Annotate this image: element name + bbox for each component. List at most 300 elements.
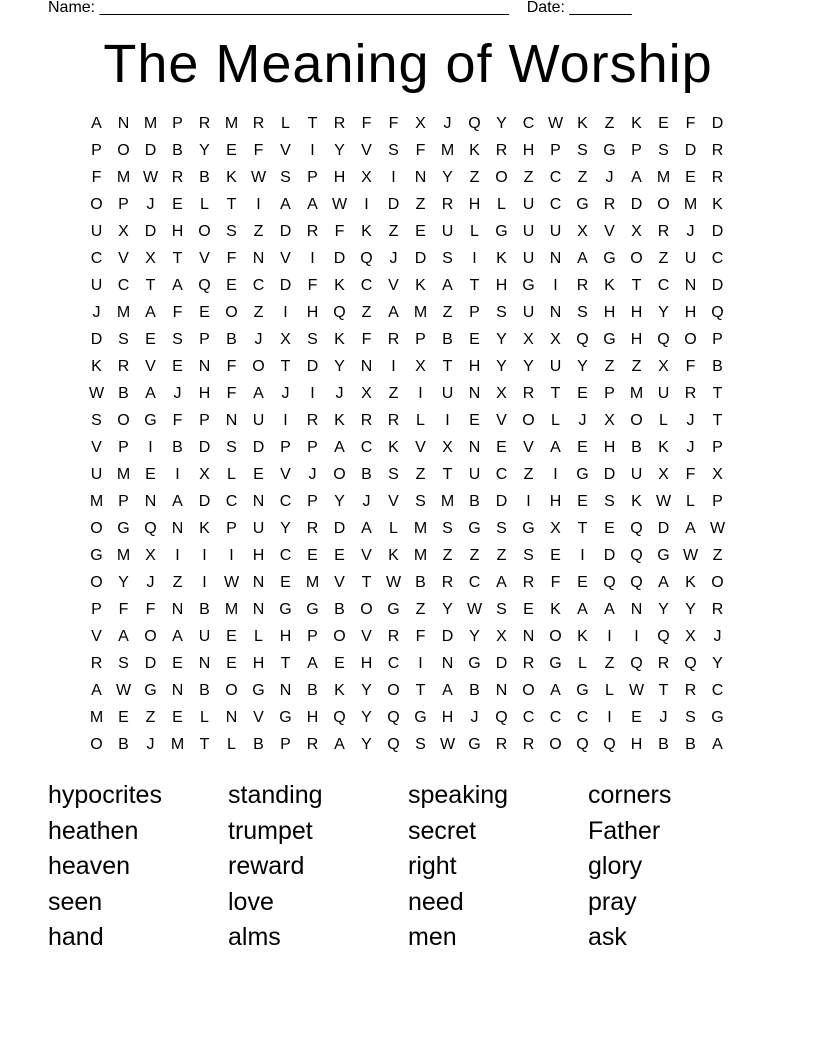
grid-letter[interactable]: G (252, 682, 265, 699)
grid-letter[interactable]: Y (361, 709, 372, 726)
grid-letter[interactable]: V (145, 358, 156, 375)
grid-letter[interactable]: R (711, 601, 724, 618)
grid-letter[interactable]: K (577, 115, 588, 132)
grid-letter[interactable]: O (657, 196, 670, 213)
grid-letter[interactable]: O (90, 736, 103, 753)
grid-letter[interactable]: S (388, 142, 399, 159)
grid-letter[interactable]: H (198, 385, 211, 402)
grid-letter[interactable]: D (144, 655, 157, 672)
grid-letter[interactable]: O (117, 412, 130, 429)
grid-letter[interactable]: O (333, 628, 346, 645)
grid-letter[interactable]: Q (657, 331, 670, 348)
grid-letter[interactable]: P (91, 601, 102, 618)
grid-letter[interactable]: M (305, 574, 320, 591)
grid-letter[interactable]: X (712, 466, 723, 483)
grid-letter[interactable]: F (361, 331, 372, 348)
grid-letter[interactable]: Z (469, 547, 480, 564)
grid-letter[interactable]: K (631, 493, 642, 510)
grid-letter[interactable]: V (361, 628, 372, 645)
grid-letter[interactable]: A (658, 574, 669, 591)
grid-letter[interactable]: A (577, 601, 588, 618)
grid-letter[interactable]: I (472, 250, 477, 267)
grid-letter[interactable]: C (576, 709, 589, 726)
grid-letter[interactable]: S (280, 169, 291, 186)
grid-letter[interactable]: B (469, 682, 480, 699)
grid-letter[interactable]: P (712, 439, 723, 456)
grid-letter[interactable]: S (496, 601, 507, 618)
grid-letter[interactable]: D (387, 196, 400, 213)
grid-letter[interactable]: Q (576, 736, 589, 753)
grid-letter[interactable]: B (361, 466, 372, 483)
grid-letter[interactable]: I (310, 385, 315, 402)
grid-letter[interactable]: I (364, 196, 369, 213)
grid-letter[interactable]: P (280, 439, 291, 456)
grid-letter[interactable]: X (496, 385, 507, 402)
grid-letter[interactable]: T (577, 520, 588, 537)
grid-letter[interactable]: C (522, 115, 535, 132)
grid-letter[interactable]: U (522, 304, 535, 321)
grid-letter[interactable]: C (468, 574, 481, 591)
grid-letter[interactable]: N (198, 655, 211, 672)
grid-letter[interactable]: Z (442, 304, 453, 321)
grid-letter[interactable]: I (553, 466, 558, 483)
grid-letter[interactable]: T (442, 358, 453, 375)
grid-letter[interactable]: E (658, 115, 669, 132)
grid-letter[interactable]: I (391, 358, 396, 375)
grid-letter[interactable]: E (577, 574, 588, 591)
grid-letter[interactable]: W (547, 115, 564, 132)
grid-letter[interactable]: E (172, 196, 183, 213)
grid-letter[interactable]: L (578, 655, 587, 672)
grid-letter[interactable]: R (684, 385, 697, 402)
grid-letter[interactable]: W (439, 736, 456, 753)
grid-letter[interactable]: G (117, 520, 130, 537)
grid-letter[interactable]: N (252, 601, 265, 618)
grid-letter[interactable]: Y (523, 358, 534, 375)
grid-letter[interactable]: P (91, 142, 102, 159)
grid-letter[interactable]: L (227, 736, 236, 753)
grid-letter[interactable]: W (250, 169, 267, 186)
grid-letter[interactable]: C (360, 439, 373, 456)
grid-letter[interactable]: I (310, 250, 315, 267)
grid-letter[interactable]: I (445, 412, 450, 429)
grid-letter[interactable]: B (199, 601, 210, 618)
grid-letter[interactable]: S (91, 412, 102, 429)
grid-letter[interactable]: T (550, 385, 561, 402)
grid-letter[interactable]: S (523, 547, 534, 564)
grid-letter[interactable]: Z (415, 601, 426, 618)
grid-letter[interactable]: A (145, 304, 156, 321)
grid-letter[interactable]: E (145, 331, 156, 348)
grid-letter[interactable]: N (414, 169, 427, 186)
grid-letter[interactable]: D (144, 142, 157, 159)
grid-letter[interactable]: Y (334, 358, 345, 375)
grid-letter[interactable]: A (91, 682, 102, 699)
grid-letter[interactable]: A (307, 196, 318, 213)
grid-letter[interactable]: R (441, 574, 454, 591)
grid-letter[interactable]: G (522, 520, 535, 537)
grid-letter[interactable]: K (361, 223, 372, 240)
grid-letter[interactable]: Q (333, 304, 346, 321)
grid-letter[interactable]: G (657, 547, 670, 564)
grid-letter[interactable]: N (468, 385, 481, 402)
grid-letter[interactable]: B (685, 736, 696, 753)
grid-letter[interactable]: Y (685, 601, 696, 618)
grid-letter[interactable]: Y (199, 142, 210, 159)
grid-letter[interactable]: H (630, 736, 643, 753)
grid-letter[interactable]: J (254, 331, 263, 348)
grid-letter[interactable]: Z (172, 574, 183, 591)
grid-letter[interactable]: B (631, 439, 642, 456)
grid-letter[interactable]: R (306, 736, 319, 753)
grid-letter[interactable]: Z (361, 304, 372, 321)
grid-letter[interactable]: S (172, 331, 183, 348)
date-blank[interactable]: _______ (569, 0, 632, 16)
grid-letter[interactable]: U (630, 466, 643, 483)
grid-letter[interactable]: R (117, 358, 130, 375)
grid-letter[interactable]: D (333, 520, 346, 537)
grid-letter[interactable]: V (388, 493, 399, 510)
grid-letter[interactable]: O (522, 412, 535, 429)
grid-letter[interactable]: O (90, 520, 103, 537)
grid-letter[interactable]: X (550, 331, 561, 348)
grid-letter[interactable]: M (656, 169, 671, 186)
grid-letter[interactable]: M (116, 169, 131, 186)
grid-letter[interactable]: N (171, 601, 184, 618)
grid-letter[interactable]: A (577, 250, 588, 267)
grid-letter[interactable]: H (549, 493, 562, 510)
grid-letter[interactable]: A (280, 196, 291, 213)
grid-letter[interactable]: P (307, 439, 318, 456)
grid-letter[interactable]: V (415, 439, 426, 456)
grid-letter[interactable]: P (172, 115, 183, 132)
grid-letter[interactable]: C (657, 277, 670, 294)
grid-letter[interactable]: L (389, 520, 398, 537)
grid-letter[interactable]: K (415, 277, 426, 294)
grid-letter[interactable]: P (415, 331, 426, 348)
grid-letter[interactable]: G (144, 412, 157, 429)
grid-letter[interactable]: G (576, 682, 589, 699)
grid-letter[interactable]: I (148, 439, 153, 456)
grid-letter[interactable]: O (684, 331, 697, 348)
grid-letter[interactable]: H (306, 304, 319, 321)
grid-letter[interactable]: P (118, 439, 129, 456)
grid-letter[interactable]: Q (603, 574, 616, 591)
grid-letter[interactable]: I (202, 547, 207, 564)
grid-letter[interactable]: C (495, 466, 508, 483)
grid-letter[interactable]: H (603, 439, 616, 456)
grid-letter[interactable]: V (199, 250, 210, 267)
grid-letter[interactable]: E (469, 412, 480, 429)
grid-letter[interactable]: J (686, 412, 695, 429)
grid-letter[interactable]: J (335, 385, 344, 402)
grid-letter[interactable]: A (712, 736, 723, 753)
grid-letter[interactable]: S (226, 439, 237, 456)
grid-letter[interactable]: Y (442, 169, 453, 186)
grid-letter[interactable]: U (252, 412, 265, 429)
grid-letter[interactable]: O (522, 682, 535, 699)
grid-letter[interactable]: O (387, 682, 400, 699)
grid-letter[interactable]: M (224, 601, 239, 618)
grid-letter[interactable]: Q (144, 520, 157, 537)
grid-letter[interactable]: P (631, 142, 642, 159)
grid-letter[interactable]: Y (658, 601, 669, 618)
grid-letter[interactable]: G (549, 655, 562, 672)
grid-letter[interactable]: F (685, 115, 696, 132)
grid-letter[interactable]: H (279, 628, 292, 645)
grid-letter[interactable]: E (577, 493, 588, 510)
grid-letter[interactable]: E (226, 628, 237, 645)
grid-letter[interactable]: C (279, 547, 292, 564)
grid-letter[interactable]: L (200, 196, 209, 213)
grid-letter[interactable]: H (252, 655, 265, 672)
grid-letter[interactable]: B (469, 493, 480, 510)
grid-letter[interactable]: K (658, 439, 669, 456)
grid-letter[interactable]: M (683, 196, 698, 213)
grid-letter[interactable]: F (307, 277, 318, 294)
grid-letter[interactable]: S (118, 331, 129, 348)
grid-letter[interactable]: M (143, 115, 158, 132)
grid-letter[interactable]: G (522, 277, 535, 294)
grid-letter[interactable]: F (388, 115, 399, 132)
grid-letter[interactable]: Y (361, 736, 372, 753)
grid-letter[interactable]: F (91, 169, 102, 186)
grid-letter[interactable]: R (657, 223, 670, 240)
grid-letter[interactable]: T (712, 412, 723, 429)
grid-letter[interactable]: V (604, 223, 615, 240)
grid-letter[interactable]: T (280, 655, 291, 672)
grid-letter[interactable]: H (684, 304, 697, 321)
grid-letter[interactable]: H (306, 709, 319, 726)
grid-letter[interactable]: O (225, 682, 238, 699)
grid-letter[interactable]: R (576, 277, 589, 294)
grid-letter[interactable]: G (711, 709, 724, 726)
grid-letter[interactable]: W (628, 682, 645, 699)
grid-letter[interactable]: O (495, 169, 508, 186)
grid-letter[interactable]: J (659, 709, 668, 726)
grid-letter[interactable]: H (441, 709, 454, 726)
grid-letter[interactable]: A (388, 304, 399, 321)
grid-letter[interactable]: R (441, 196, 454, 213)
grid-letter[interactable]: Q (360, 250, 373, 267)
grid-letter[interactable]: O (117, 142, 130, 159)
grid-letter[interactable]: E (523, 601, 534, 618)
grid-letter[interactable]: T (442, 466, 453, 483)
grid-letter[interactable]: Q (657, 628, 670, 645)
grid-letter[interactable]: K (631, 115, 642, 132)
grid-letter[interactable]: N (360, 358, 373, 375)
grid-letter[interactable]: P (280, 736, 291, 753)
grid-letter[interactable]: I (229, 547, 234, 564)
grid-letter[interactable]: H (603, 304, 616, 321)
grid-letter[interactable]: Q (630, 574, 643, 591)
grid-letter[interactable]: M (116, 466, 131, 483)
grid-letter[interactable]: A (496, 574, 507, 591)
grid-letter[interactable]: N (198, 358, 211, 375)
grid-letter[interactable]: Y (118, 574, 129, 591)
grid-letter[interactable]: X (199, 466, 210, 483)
grid-letter[interactable]: G (576, 196, 589, 213)
grid-letter[interactable]: Y (712, 655, 723, 672)
grid-letter[interactable]: E (415, 223, 426, 240)
grid-letter[interactable]: H (630, 331, 643, 348)
grid-letter[interactable]: V (280, 466, 291, 483)
grid-letter[interactable]: F (685, 358, 696, 375)
grid-letter[interactable]: Q (576, 331, 589, 348)
grid-letter[interactable]: X (361, 385, 372, 402)
grid-letter[interactable]: W (331, 196, 348, 213)
grid-letter[interactable]: D (495, 493, 508, 510)
grid-letter[interactable]: Z (658, 250, 669, 267)
grid-letter[interactable]: Q (495, 709, 508, 726)
grid-letter[interactable]: A (604, 601, 615, 618)
grid-letter[interactable]: K (388, 547, 399, 564)
grid-letter[interactable]: N (171, 682, 184, 699)
grid-letter[interactable]: R (333, 115, 346, 132)
grid-letter[interactable]: P (118, 196, 129, 213)
grid-letter[interactable]: A (685, 520, 696, 537)
grid-letter[interactable]: B (658, 736, 669, 753)
grid-letter[interactable]: K (91, 358, 102, 375)
grid-letter[interactable]: J (146, 196, 155, 213)
grid-letter[interactable]: O (549, 628, 562, 645)
grid-letter[interactable]: Q (630, 520, 643, 537)
grid-letter[interactable]: Q (711, 304, 724, 321)
grid-letter[interactable]: B (253, 736, 264, 753)
grid-letter[interactable]: S (415, 493, 426, 510)
grid-letter[interactable]: G (279, 709, 292, 726)
grid-letter[interactable]: F (145, 601, 156, 618)
grid-letter[interactable]: N (225, 412, 238, 429)
grid-letter[interactable]: L (497, 196, 506, 213)
grid-letter[interactable]: Z (631, 358, 642, 375)
grid-letter[interactable]: N (495, 682, 508, 699)
grid-letter[interactable]: K (226, 169, 237, 186)
grid-letter[interactable]: S (307, 331, 318, 348)
grid-letter[interactable]: Z (604, 115, 615, 132)
grid-letter[interactable]: P (469, 304, 480, 321)
grid-letter[interactable]: U (468, 466, 481, 483)
grid-letter[interactable]: G (468, 655, 481, 672)
grid-letter[interactable]: G (603, 331, 616, 348)
grid-letter[interactable]: C (225, 493, 238, 510)
grid-letter[interactable]: S (442, 250, 453, 267)
grid-letter[interactable]: P (712, 493, 723, 510)
grid-letter[interactable]: Z (253, 304, 264, 321)
grid-letter[interactable]: D (684, 142, 697, 159)
grid-letter[interactable]: J (173, 385, 182, 402)
grid-letter[interactable]: X (496, 628, 507, 645)
grid-letter[interactable]: B (712, 358, 723, 375)
grid-letter[interactable]: R (90, 655, 103, 672)
grid-letter[interactable]: Z (253, 223, 264, 240)
grid-letter[interactable]: C (360, 277, 373, 294)
grid-letter[interactable]: M (440, 493, 455, 510)
grid-letter[interactable]: R (306, 412, 319, 429)
grid-letter[interactable]: L (659, 412, 668, 429)
grid-letter[interactable]: S (577, 142, 588, 159)
grid-letter[interactable]: T (199, 736, 210, 753)
grid-letter[interactable]: B (172, 439, 183, 456)
grid-letter[interactable]: V (334, 574, 345, 591)
grid-letter[interactable]: Z (415, 196, 426, 213)
grid-letter[interactable]: E (172, 709, 183, 726)
grid-letter[interactable]: V (496, 412, 507, 429)
grid-letter[interactable]: X (442, 439, 453, 456)
grid-letter[interactable]: T (658, 682, 669, 699)
grid-letter[interactable]: O (252, 358, 265, 375)
grid-letter[interactable]: M (116, 547, 131, 564)
grid-letter[interactable]: Y (496, 358, 507, 375)
grid-letter[interactable]: Q (387, 736, 400, 753)
grid-letter[interactable]: X (577, 223, 588, 240)
grid-letter[interactable]: F (361, 115, 372, 132)
grid-letter[interactable]: A (334, 439, 345, 456)
grid-letter[interactable]: H (495, 277, 508, 294)
grid-letter[interactable]: B (118, 736, 129, 753)
grid-letter[interactable]: S (496, 520, 507, 537)
grid-letter[interactable]: Z (388, 385, 399, 402)
grid-letter[interactable]: E (199, 304, 210, 321)
grid-letter[interactable]: D (252, 439, 265, 456)
grid-letter[interactable]: S (388, 466, 399, 483)
grid-letter[interactable]: O (198, 223, 211, 240)
grid-letter[interactable]: V (253, 709, 264, 726)
grid-letter[interactable]: U (684, 250, 697, 267)
grid-letter[interactable]: K (334, 331, 345, 348)
grid-letter[interactable]: Y (577, 358, 588, 375)
grid-letter[interactable]: E (307, 547, 318, 564)
grid-letter[interactable]: R (495, 736, 508, 753)
grid-letter[interactable]: R (711, 169, 724, 186)
grid-letter[interactable]: T (712, 385, 723, 402)
grid-letter[interactable]: E (334, 547, 345, 564)
grid-letter[interactable]: X (415, 358, 426, 375)
grid-letter[interactable]: X (145, 547, 156, 564)
grid-letter[interactable]: D (711, 223, 724, 240)
grid-letter[interactable]: H (468, 196, 481, 213)
grid-letter[interactable]: D (333, 250, 346, 267)
grid-letter[interactable]: X (118, 223, 129, 240)
grid-letter[interactable]: H (360, 655, 373, 672)
grid-letter[interactable]: Q (198, 277, 211, 294)
grid-letter[interactable]: A (550, 439, 561, 456)
grid-letter[interactable]: D (603, 466, 616, 483)
grid-letter[interactable]: B (172, 142, 183, 159)
grid-letter[interactable]: A (172, 628, 183, 645)
grid-letter[interactable]: F (226, 385, 237, 402)
grid-letter[interactable]: E (226, 142, 237, 159)
grid-letter[interactable]: I (175, 547, 180, 564)
grid-letter[interactable]: C (279, 493, 292, 510)
grid-letter[interactable]: F (226, 250, 237, 267)
grid-letter[interactable]: W (655, 493, 672, 510)
grid-letter[interactable]: X (658, 466, 669, 483)
grid-letter[interactable]: V (91, 439, 102, 456)
grid-letter[interactable]: D (306, 358, 319, 375)
grid-letter[interactable]: K (199, 520, 210, 537)
grid-letter[interactable]: R (522, 736, 535, 753)
grid-letter[interactable]: P (118, 493, 129, 510)
grid-letter[interactable]: I (553, 277, 558, 294)
grid-letter[interactable]: M (89, 493, 104, 510)
grid-letter[interactable]: L (686, 493, 695, 510)
grid-letter[interactable]: T (469, 277, 480, 294)
grid-letter[interactable]: X (658, 358, 669, 375)
grid-letter[interactable]: R (252, 115, 265, 132)
grid-letter[interactable]: Z (523, 466, 534, 483)
grid-letter[interactable]: T (307, 115, 318, 132)
